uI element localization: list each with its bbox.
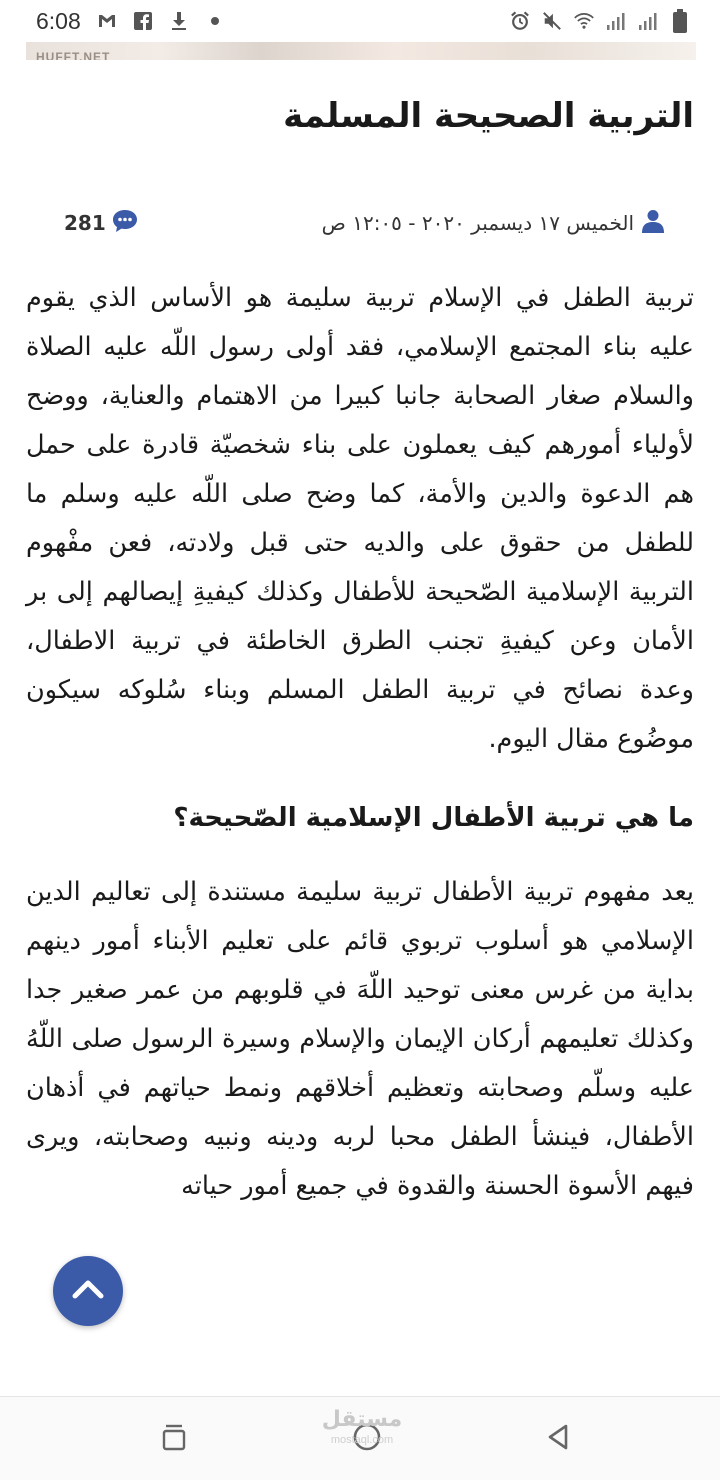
download-icon <box>169 11 189 31</box>
wifi-icon <box>574 11 594 31</box>
alarm-icon <box>510 11 530 31</box>
recents-icon[interactable] <box>160 1423 188 1455</box>
article-date: الخميس ١٧ ديسمبر ٢٠٢٠ - ١٢:٠٥ ص <box>321 211 634 235</box>
section-heading: ما هي تربية الأطفال الإسلامية الصّحيحة؟ <box>173 803 694 833</box>
dot-icon <box>205 11 225 31</box>
signal-icon <box>638 11 658 31</box>
status-time: 6:08 <box>36 7 81 34</box>
meta-author <box>322 209 664 238</box>
hero-image <box>26 42 696 60</box>
battery-icon <box>670 11 690 31</box>
user-icon <box>642 209 664 238</box>
comments-count[interactable] <box>64 209 138 238</box>
back-icon[interactable] <box>546 1423 570 1455</box>
mute-icon <box>542 11 562 31</box>
watermark-logo <box>312 1407 412 1450</box>
facebook-icon <box>133 11 153 31</box>
signal-icon <box>606 11 626 31</box>
watermark-subtext: mostaql.com <box>330 1434 394 1446</box>
article-paragraph: يعد مفهوم تربية الأطفال تربية سليمة مستندة إلى تعاليم الدين الإسلامي هو أسلوب تربوي قائم على تعليم الأبناء أمور دينهم بداية من غرس معنى توحيد اللّهَ في قلوبهم من عمر صغير جدا وكذلك تعليمهم أركان الإيمان والإسلام وسيرة الرسول صلى اللّهُ عليه وسلّم وصحابته وتعظيم أخلاقهم ونمط حياتهم في أذهان الأطفال، فينشأ الطفل محبا لربه ودينه ونبيه وصحابته، ويرى فيهم الأسوة الحسنة والقدوة في جميع أمور حياته <box>26 877 694 1201</box>
gmail-icon <box>97 11 117 31</box>
scroll-to-top-button[interactable] <box>53 1256 123 1326</box>
chevron-up-icon <box>72 1279 104 1303</box>
status-bar <box>0 0 720 42</box>
comments-number: 281 <box>64 211 106 235</box>
hero-watermark: HUFFT.NET <box>36 50 111 60</box>
article-title: التربية الصحيحة المسلمة <box>283 96 694 136</box>
comments-icon <box>112 209 138 238</box>
watermark-text: مستقل <box>321 1407 403 1432</box>
article-paragraph: تربية الطفل في الإسلام تربية سليمة هو الأساس الذي يقوم عليه بناء المجتمع الإسلامي، فقد أولى رسول اللّه عليه الصلاة والسلام صغار الصحابة جانبا كبيرا من الاهتمام والعناية، ووضح لأولياء أمورهم كيف يعملون على بناء شخصيّة قادرة على حمل هم الدعوة والدين والأمة، كما وضح صلى اللّه عليه وسلم ما للطفل من حقوق على والديه حتى قبل ولادته، فعن مفْهوم التربية الإسلامية الصّحيحة للأطفال وكذلك كيفيةِ إيصالهم إلى بر الأمان وعن كيفيةِ تجنب الطرق الخاطئة في تربية الاطفال، وعدة نصائح في تربية الطفل المسلم وبناء سُلوكه سيكون موضُوع مقال اليوم. <box>26 283 694 754</box>
article-meta <box>64 206 664 240</box>
article-body <box>26 274 694 1211</box>
